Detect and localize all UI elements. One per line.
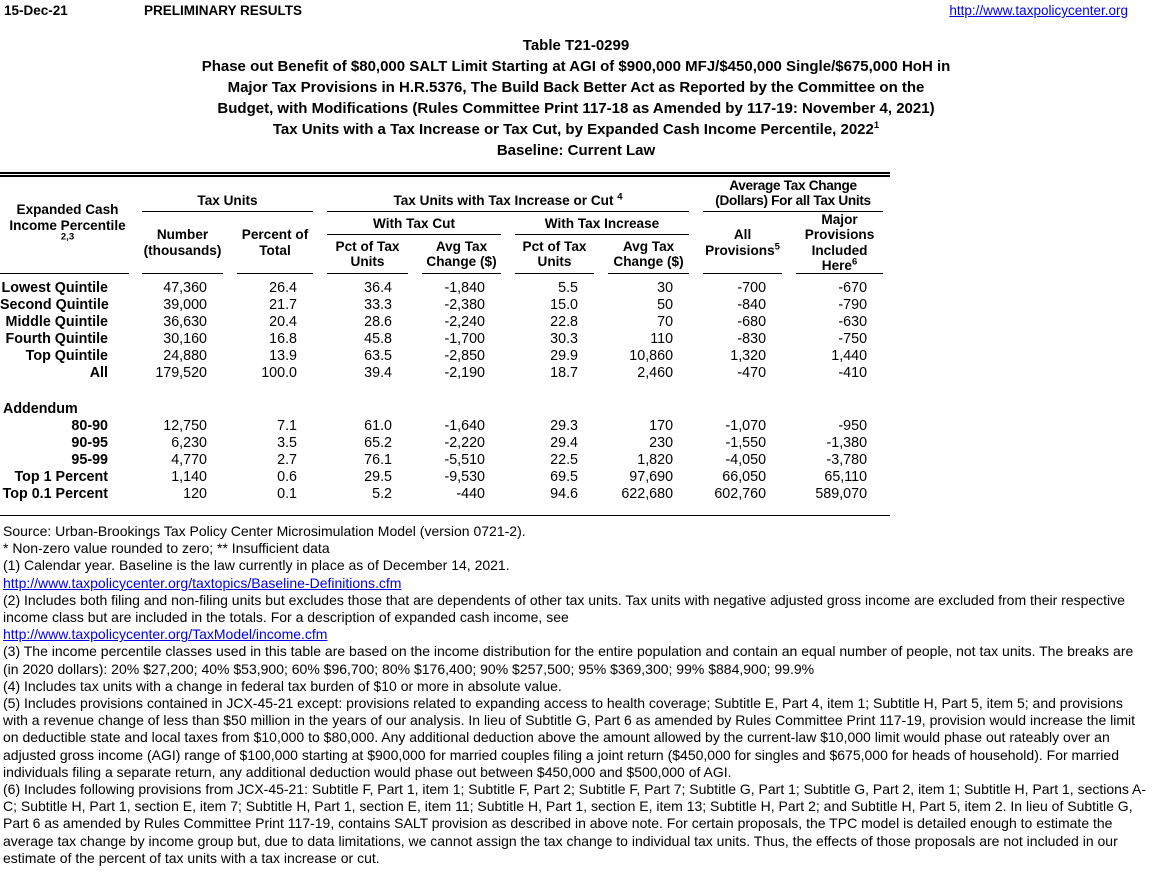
cell-value: 65,110 (824, 468, 868, 485)
pad-cell (0, 503, 890, 516)
title-line-1: Phase out Benefit of $80,000 SALT Limit Starting at AGI of $900,000 MFJ/$450,000 Single/$675,000 HoH in (201, 58, 951, 75)
cell-value: 16.8 (269, 330, 297, 347)
row-label: Second Quintile (0, 296, 109, 313)
table-row (0, 418, 890, 435)
cell-value: -2,190 (444, 364, 485, 381)
cell-value: 24,880 (163, 347, 207, 364)
cell-value: 36,630 (163, 313, 207, 330)
table-row (0, 348, 890, 365)
footnote-text: (3) The income percentile classes used in this table are based on the income distribution for the entire population and contain an equal number of people, not tax units. The breaks are (in 2020 dollars): 20% $27,200; 40% $53,900; 60% $96,700; 80% $176,400; 90% $257,500; 95% $369,300; 99% $884,900; 99.9% (3, 643, 1134, 677)
cell-value: 63.5 (364, 347, 392, 364)
footnote-text: (4) Includes tax units with a change in federal tax burden of $10 or more in absolute value. (3, 677, 562, 694)
table-row (0, 331, 890, 348)
cell-value: 29.3 (550, 417, 578, 434)
table-body (0, 274, 890, 516)
table-row (0, 452, 890, 469)
cell-value: 22.5 (550, 451, 578, 468)
cell-value: 170 (649, 417, 674, 434)
row-label: Lowest Quintile (1, 279, 108, 296)
cell-value: 1,820 (637, 451, 674, 468)
cell-value: 29.9 (550, 347, 578, 364)
row-label: Top 1 Percent (14, 468, 108, 485)
cell-value: -1,550 (725, 434, 767, 451)
table-row (0, 365, 890, 382)
cell-value: 18.7 (550, 364, 578, 381)
table-row (0, 274, 890, 297)
table-row (0, 314, 890, 331)
cell-value: -840 (737, 296, 767, 313)
cell-value: -9,530 (444, 468, 485, 485)
col-header-all-provisions-text: All Provisions (705, 227, 775, 258)
cell-value: 69.5 (550, 468, 578, 485)
group-header-increase-or-cut-text: Tax Units with Tax Increase or Cut (393, 193, 618, 208)
cell-value: 10,860 (629, 347, 674, 364)
cell-value: 30.3 (550, 330, 578, 347)
cell-value: 28.6 (364, 313, 392, 330)
cell-value: 120 (183, 485, 207, 502)
cell-value: -2,220 (444, 434, 485, 451)
col-header-percentile-text: Expanded Cash Income Percentile (9, 202, 126, 233)
footnote-text: Source: Urban-Brookings Tax Policy Center Microsimulation Model (version 0721-2). (3, 523, 526, 539)
cell-value: 15.0 (550, 296, 578, 313)
footnote-text: (6) Includes following provisions from JCX-45-21: Subtitle F, Part 1, item 1; Subtitle F, Part 2; Subtitle F, Part 7; Subtitle G, Part 1; Subtitle G, Part 2, item 1; Subtitle H, Part 1, sections A-C; Subtitle H, Part 1, section E, item 7; Subtitle H, Part 1, section E, item 11; Subtitle H, Part 1, section E, item 13; Subtitle H, Part 2; and Subtitle H, Part 5, item 2. In lieu of Subtitle G, Part 6 as amended by Rules Committee Print 117-19, contains SALT provision as described in above note. For certain proposals, the TPC model is detailed enough to estimate the average tax change by income group but, due to data limitations, we cannot assign the tax change to individual tax units. Thus, the effects of those proposals are not included in our estimate of the percent of tax units with a tax increase or cut. (3, 781, 1147, 866)
spacer-cell (0, 382, 890, 401)
row-label: Top Quintile (25, 347, 108, 364)
preliminary-results-label: PRELIMINARY RESULTS (144, 3, 303, 18)
title-footnote-ref-1: 1 (873, 120, 880, 131)
row-label: Fourth Quintile (5, 330, 108, 347)
report-date: 15-Dec-21 (4, 3, 68, 18)
cell-value: 26.4 (269, 279, 297, 296)
footnote-link[interactable]: http://www.taxpolicycenter.org/taxtopics/Baseline-Definitions.cfm (3, 574, 402, 591)
group-header-tax-units: Tax Units (135, 175, 320, 212)
cell-value: -2,850 (444, 347, 485, 364)
title-block (0, 35, 1152, 161)
row-label: Middle Quintile (5, 313, 108, 330)
baseline-label: Baseline: Current Law (496, 142, 656, 159)
cell-value: -670 (838, 279, 868, 296)
cell-value: 0.1 (277, 485, 297, 502)
cell-value: 29.4 (550, 434, 578, 451)
cell-value: -470 (737, 364, 767, 381)
cell-value: -440 (456, 485, 485, 502)
table-header (0, 175, 890, 274)
cell-value: 1,140 (171, 468, 207, 485)
col-header-number: Number (thousands) (135, 212, 230, 274)
bottom-pad-row (0, 503, 890, 516)
cell-value: 5.2 (372, 485, 392, 502)
subgroup-header-with-tax-increase: With Tax Increase (508, 212, 696, 235)
cell-value: -1,700 (444, 330, 485, 347)
cell-value: 179,520 (155, 364, 207, 381)
table-row (0, 486, 890, 503)
cell-value: 5.5 (558, 279, 578, 296)
results-table (0, 172, 890, 516)
cell-value: 66,050 (722, 468, 767, 485)
cell-value: 2.7 (277, 451, 297, 468)
cell-value: -1,640 (444, 417, 485, 434)
cell-value: -830 (737, 330, 767, 347)
footnote-ref-2-3: 2,3 (60, 231, 75, 243)
col-header-pct-tax-units-increase: Pct of Tax Units (508, 235, 601, 274)
cell-value: 4,770 (171, 451, 207, 468)
footnote-link-line (3, 575, 1148, 592)
spacer-row (0, 382, 890, 401)
cell-value: 110 (650, 330, 674, 347)
cell-value: -4,050 (725, 451, 767, 468)
col-header-avg-change-increase: Avg Tax Change ($) (601, 235, 696, 274)
cell-value: 36.4 (364, 279, 392, 296)
cell-value: -5,510 (444, 451, 485, 468)
table-row (0, 469, 890, 486)
cell-value: 20.4 (269, 313, 297, 330)
cell-value: -790 (838, 296, 868, 313)
group-header-increase-or-cut (320, 175, 696, 212)
cell-value: 589,070 (815, 485, 868, 502)
row-label: Top 0.1 Percent (2, 485, 108, 502)
addendum-label-row (0, 401, 890, 418)
cell-value: 7.1 (277, 417, 297, 434)
title-line-3: Budget, with Modifications (Rules Committee Print 117-18 as Amended by 117-19: November 4, 2021) (217, 100, 935, 117)
col-header-major-provisions (789, 212, 890, 274)
row-label: 95-99 (71, 451, 108, 468)
tpc-website-link[interactable]: http://www.taxpolicycenter.org (949, 3, 1128, 18)
table-row (0, 435, 890, 452)
cell-value: 45.8 (364, 330, 392, 347)
footnote-link-line (3, 626, 1148, 643)
cell-value: 6,230 (171, 434, 207, 451)
cell-value: 70 (657, 313, 674, 330)
col-header-percentile (0, 175, 135, 274)
cell-value: 29.5 (364, 468, 392, 485)
addendum-label: Addendum (3, 400, 78, 417)
footnote-ref-5: 5 (774, 240, 780, 252)
footnote-text: (1) Calendar year. Baseline is the law currently in place as of December 14, 2021. (3, 557, 510, 574)
cell-value: -630 (838, 313, 868, 330)
table-number: Table T21-0299 (522, 37, 630, 54)
cell-value: 602,760 (714, 485, 767, 502)
footnote-ref-4: 4 (617, 191, 623, 203)
cell-value: 76.1 (364, 451, 392, 468)
cell-value: 3.5 (277, 434, 297, 451)
cell-value: 100.0 (261, 364, 297, 381)
cell-value: 0.6 (277, 468, 297, 485)
cell-value: 47,360 (163, 279, 207, 296)
cell-value: -750 (838, 330, 868, 347)
cell-value: 65.2 (364, 434, 392, 451)
col-header-pct-tax-units-cut: Pct of Tax Units (320, 235, 415, 274)
cell-value: 230 (649, 434, 674, 451)
cell-value: 21.7 (269, 296, 297, 313)
cell-value: 30 (657, 279, 674, 296)
cell-value: 50 (657, 296, 674, 313)
cell-value: -410 (838, 364, 868, 381)
group-header-avg-change: Average Tax Change (Dollars) For all Tax Units (696, 175, 890, 212)
footnote-text: * Non-zero value rounded to zero; ** Insufficient data (3, 540, 330, 557)
subgroup-header-with-tax-cut: With Tax Cut (320, 212, 508, 235)
cell-value: -950 (838, 417, 868, 434)
cell-value: -2,240 (444, 313, 485, 330)
cell-value: 33.3 (364, 296, 392, 313)
footnote-ref-6: 6 (852, 256, 858, 268)
cell-value: -700 (737, 279, 767, 296)
cell-value: -1,380 (826, 434, 868, 451)
col-header-avg-change-cut: Avg Tax Change ($) (415, 235, 508, 274)
cell-value: -1,840 (444, 279, 485, 296)
cell-value: 2,460 (637, 364, 674, 381)
cell-value: 13.9 (269, 347, 297, 364)
footnote-text: (2) Includes both filing and non-filing units but excludes those that are dependents of other tax units. Tax units with negative adjusted gross income are excluded from their respective income class but are included in the totals. For a description of expanded cash income, see (3, 591, 1125, 626)
cell-value: -2,380 (444, 296, 485, 313)
cell-value: -680 (737, 313, 767, 330)
cell-value: 12,750 (163, 417, 207, 434)
cell-value: 39.4 (364, 364, 392, 381)
title-line-4-text: Tax Units with a Tax Increase or Tax Cut, by Expanded Cash Income Percentile, 2022 (272, 121, 874, 138)
title-line-2: Major Tax Provisions in H.R.5376, The Build Back Better Act as Reported by the Committee on the (227, 79, 925, 96)
cell-value: 622,680 (621, 485, 674, 502)
row-label: 80-90 (71, 417, 108, 434)
cell-value: 61.0 (364, 417, 392, 434)
cell-value: -1,070 (725, 417, 767, 434)
col-header-all-provisions (696, 212, 789, 274)
table-row (0, 297, 890, 314)
row-label: All (89, 364, 108, 381)
title-line-4 (0, 119, 1152, 140)
cell-value: 1,440 (831, 347, 868, 364)
cell-value: 30,160 (163, 330, 207, 347)
footnote-text: (5) Includes provisions contained in JCX-45-21 except: provisions related to expanding access to health coverage; Subtitle E, Part 4, item 1; Subtitle H, Part 5, item 5; and provisions with a revenue change of less than $50 million in the years of our analysis. In lieu of Subtitle G, Part 6 as amended by Rules Committee Print 117-19, provision would increase the limit on deductible state and local taxes from $10,000 to $80,000. Any additional deduction above the amount allowed by the current-law $10,000 limit would phase out rateably over an adjusted gross income (AGI) range of $100,000 starting at $900,000 for married couples filing a joint return ($450,000 for singles and $675,000 for heads of household). For married individuals filing a separate return, any additional deduction would phase out between $450,000 and $500,000 of AGI. (3, 695, 1135, 780)
cell-value: 94.6 (550, 485, 578, 502)
footnote-link[interactable]: http://www.taxpolicycenter.org/TaxModel/income.cfm (3, 626, 328, 643)
page-top-bar (0, 0, 1152, 19)
cell-value: 97,690 (629, 468, 674, 485)
col-header-percent-of-total: Percent of Total (230, 212, 320, 274)
row-label: 90-95 (71, 434, 108, 451)
cell-value: 39,000 (163, 296, 207, 313)
footnotes (0, 523, 1152, 873)
col-header-major-provisions-text: Major Provisions Included Here (804, 211, 875, 273)
cell-value: 22.8 (550, 313, 578, 330)
cell-value: 1,320 (730, 347, 767, 364)
cell-value: -3,780 (826, 451, 868, 468)
